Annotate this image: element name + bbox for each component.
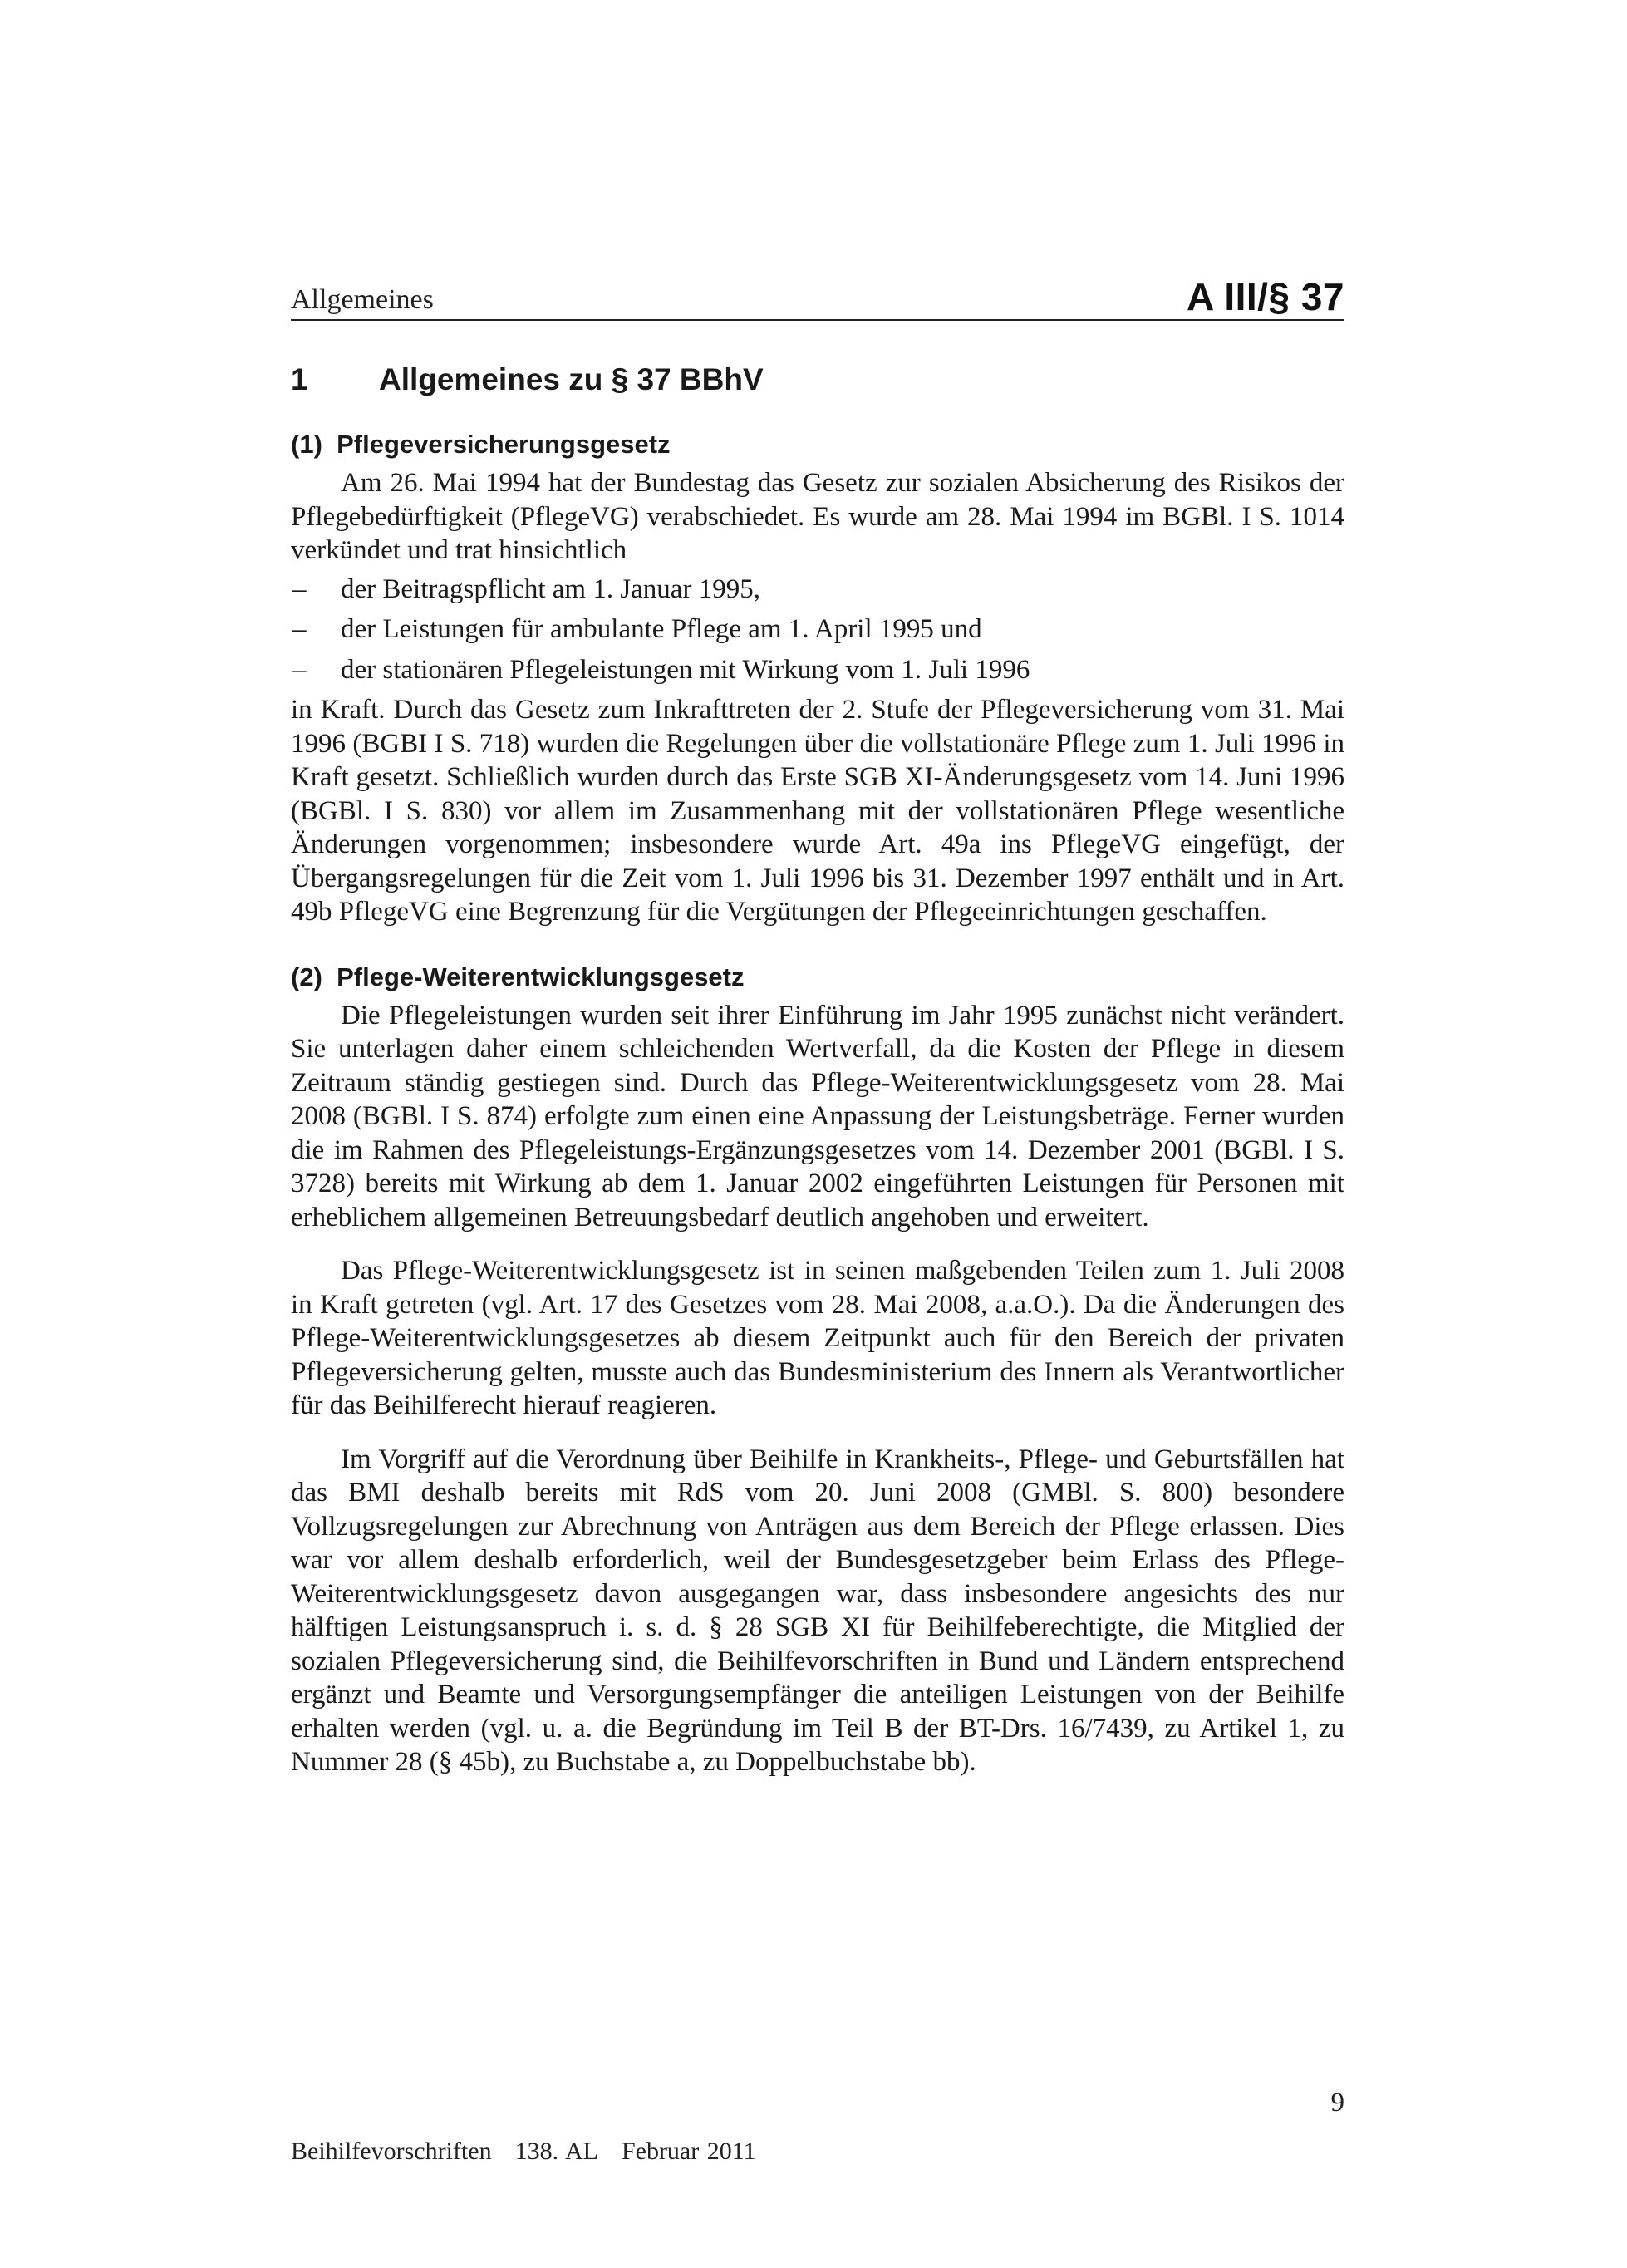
section-number: 1	[291, 362, 308, 396]
page-number: 9	[1330, 2088, 1344, 2118]
bullet-list	[291, 573, 1344, 687]
paragraph: Im Vorgriff auf die Verordnung über Beihilfe in Krankheits-, Pflege- und Geburtsfällen hat das BMI deshalb bereits mit RdS vom 20. Juni 2008 (GMBl. S. 800) besondere Vollzugsregelungen zur Abrechnung von Anträgen aus dem Bereich der Pflege erlassen. Dies war vor allem deshalb erforderlich, weil der Bundesgesetzgeber beim Erlass des Pflege-Weiterentwicklungsgesetz davon ausgegangen war, dass insbesondere angesichts des nur hälftigen Leistungsanspruch i. s. d. § 28 SGB XI für Beihilfeberechtigte, die Mitglied der sozialen Pflegeversicherung sind, die Beihilfevorschriften in Bund und Ländern entsprechend ergänzt und Beamte und Versorgungsempfänger die anteiligen Leistungen von der Beihilfe erhalten werden (vgl. u. a. die Begründung im Teil B der BT-Drs. 16/7439, zu Artikel 1, zu Nummer 28 (§ 45b), zu Buchstabe a, zu Doppelbuchstabe bb).	[291, 1444, 1344, 1777]
dash-bullet: –	[292, 614, 307, 644]
list-item	[291, 613, 1344, 647]
list-item-text: der Beitragspflicht am 1. Januar 1995,	[341, 573, 760, 604]
paragraph: Das Pflege-Weiterentwicklungsgesetz ist in seinen maßgebenden Teilen zum 1. Juli 2008 in Kraft getreten (vgl. Art. 17 des Gesetzes vom 28. Mai 2008, a.a.O.). Da die Änderungen des Pflege-Weiterentwicklungsgesetzes ab diesem Zeitpunkt auch für den Bereich der privaten Pflegeversicherung gelten, musste auch das Bundesministerium des Innern als Verantwortlicher für das Beihilferecht hierauf reagieren.	[291, 1256, 1344, 1420]
header-chapter-title: Allgemeines	[291, 284, 434, 315]
subsection-pflege-weiterentwicklungsgesetz	[291, 961, 1344, 1779]
footer-publication: Beihilfevorschriften	[291, 2138, 492, 2165]
subsection-heading: (2) Pflege-Weiterentwicklungsgesetz	[291, 962, 745, 991]
running-header	[291, 276, 1344, 321]
paragraph: Am 26. Mai 1994 hat der Bundestag das Gesetz zur sozialen Absicherung des Risikos der Pflegebedürftigkeit (PflegeVG) verabschiedet. Es wurde am 28. Mai 1994 im BGBl. I S. 1014 verkündet und trat hinsichtlich	[291, 468, 1344, 565]
dash-bullet: –	[292, 573, 307, 604]
subsection-heading: (1) Pflegeversicherungsgesetz	[291, 430, 671, 459]
paragraph: in Kraft. Durch das Gesetz zum Inkrafttreten der 2. Stufe der Pflegeversicherung vom 31. Mai 1996 (BGBI I S. 718) wurden die Regelungen über die vollstationäre Pflege zum 1. Juli 1996 in Kraft gesetzt. Schließlich wurden durch das Erste SGB XI-Änderungsgesetz vom 14. Juni 1996 (BGBl. I S. 830) vor allem im Zusammenhang mit der vollstationären Pflege wesentliche Änderungen vorgenommen; insbesondere wurde Art. 49a ins PflegeVG eingefügt, der Übergangsregelungen für die Zeit vom 1. Juli 1996 bis 31. Dezember 1997 enthält und in Art. 49b PflegeVG eine Begrenzung für die Vergütungen der Pflegeeinrichtungen geschaffen.	[291, 695, 1344, 927]
list-item	[291, 573, 1344, 607]
footer-date: Februar 2011	[621, 2138, 756, 2165]
section-heading	[291, 362, 1344, 398]
footer-edition: 138. AL	[514, 2138, 598, 2165]
header-section-reference: A III/§ 37	[1187, 275, 1344, 318]
list-item-text: der stationären Pflegeleistungen mit Wirkung vom 1. Juli 1996	[341, 654, 1030, 685]
list-item-text: der Leistungen für ambulante Pflege am 1. April 1995 und	[341, 614, 982, 644]
subsection-pflegeversicherungsgesetz	[291, 428, 1344, 929]
paragraph: Die Pflegeleistungen wurden seit ihrer Einführung im Jahr 1995 zunächst nicht verändert. Sie unterlagen daher einem schleichenden Wertverfall, da die Kosten der Pflege in diesem Zeitraum ständig gestiegen sind. Durch das Pflege-Weiterentwicklungsgesetz vom 28. Mai 2008 (BGBl. I S. 874) erfolgte zum einen eine Anpassung der Leistungsbeträge. Ferner wurden die im Rahmen des Pflegeleistungs-Ergänzungsgesetzes vom 14. Dezember 2001 (BGBl. I S. 3728) bereits mit Wirkung ab dem 1. Januar 2002 eingeführten Leistungen für Personen mit erheblichem allgemeinen Betreuungsbedarf deutlich angehoben und erweitert.	[291, 1000, 1344, 1232]
section-title: Allgemeines zu § 37 BBhV	[379, 362, 764, 396]
list-item	[291, 653, 1344, 687]
page-footer	[291, 2138, 779, 2166]
dash-bullet: –	[292, 654, 307, 685]
page-body	[291, 362, 1344, 1779]
